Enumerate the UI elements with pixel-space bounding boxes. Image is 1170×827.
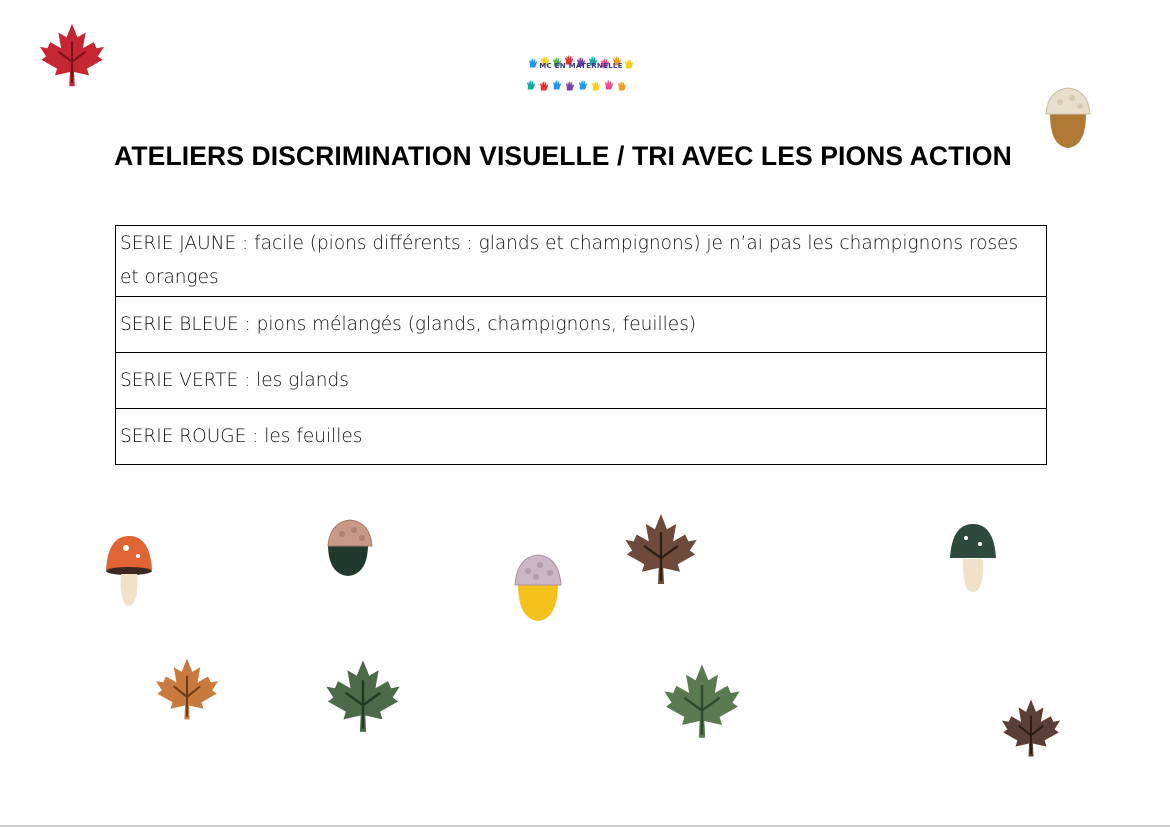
maple-leaf-icon (662, 660, 742, 742)
series-verte-cell: SERIE VERTE : les glands (116, 353, 1047, 409)
mushroom-icon (104, 534, 154, 608)
maple-leaf-icon (38, 20, 106, 90)
logo (520, 50, 638, 86)
table-row (116, 226, 1047, 297)
series-jaune-cell: SERIE JAUNE : facile (pions différents : glands et champignons) je n’ai pas les champignons roses et oranges (116, 226, 1047, 297)
acorn-icon (1042, 84, 1094, 150)
hand-icon (553, 81, 561, 90)
maple-leaf-icon (623, 510, 699, 588)
hand-icon (540, 82, 548, 91)
maple-leaf-icon (1000, 694, 1062, 762)
maple-leaf-icon (324, 656, 402, 736)
hand-icon (605, 81, 613, 90)
table-row (116, 297, 1047, 353)
hand-icon (527, 81, 535, 90)
series-rouge-cell: SERIE ROUGE : les feuilles (116, 409, 1047, 465)
series-bleue-cell: SERIE BLEUE : pions mélangés (glands, champignons, feuilles) (116, 297, 1047, 353)
hand-icon (592, 82, 600, 91)
table-row (116, 353, 1047, 409)
hand-icon (579, 81, 587, 90)
mushroom-icon (948, 522, 998, 594)
hand-icon (625, 60, 633, 69)
hand-icon (618, 82, 626, 91)
page-title: ATELIERS DISCRIMINATION VISUELLE / TRI AVEC LES PIONS ACTION (114, 141, 1012, 171)
table-row (116, 409, 1047, 465)
hand-icon (566, 82, 574, 91)
acorn-icon (322, 518, 374, 578)
series-table (115, 225, 1047, 465)
logo-text: MC EN MATERNELLE (539, 62, 623, 70)
maple-leaf-icon (154, 655, 220, 723)
acorn-icon (512, 553, 564, 623)
